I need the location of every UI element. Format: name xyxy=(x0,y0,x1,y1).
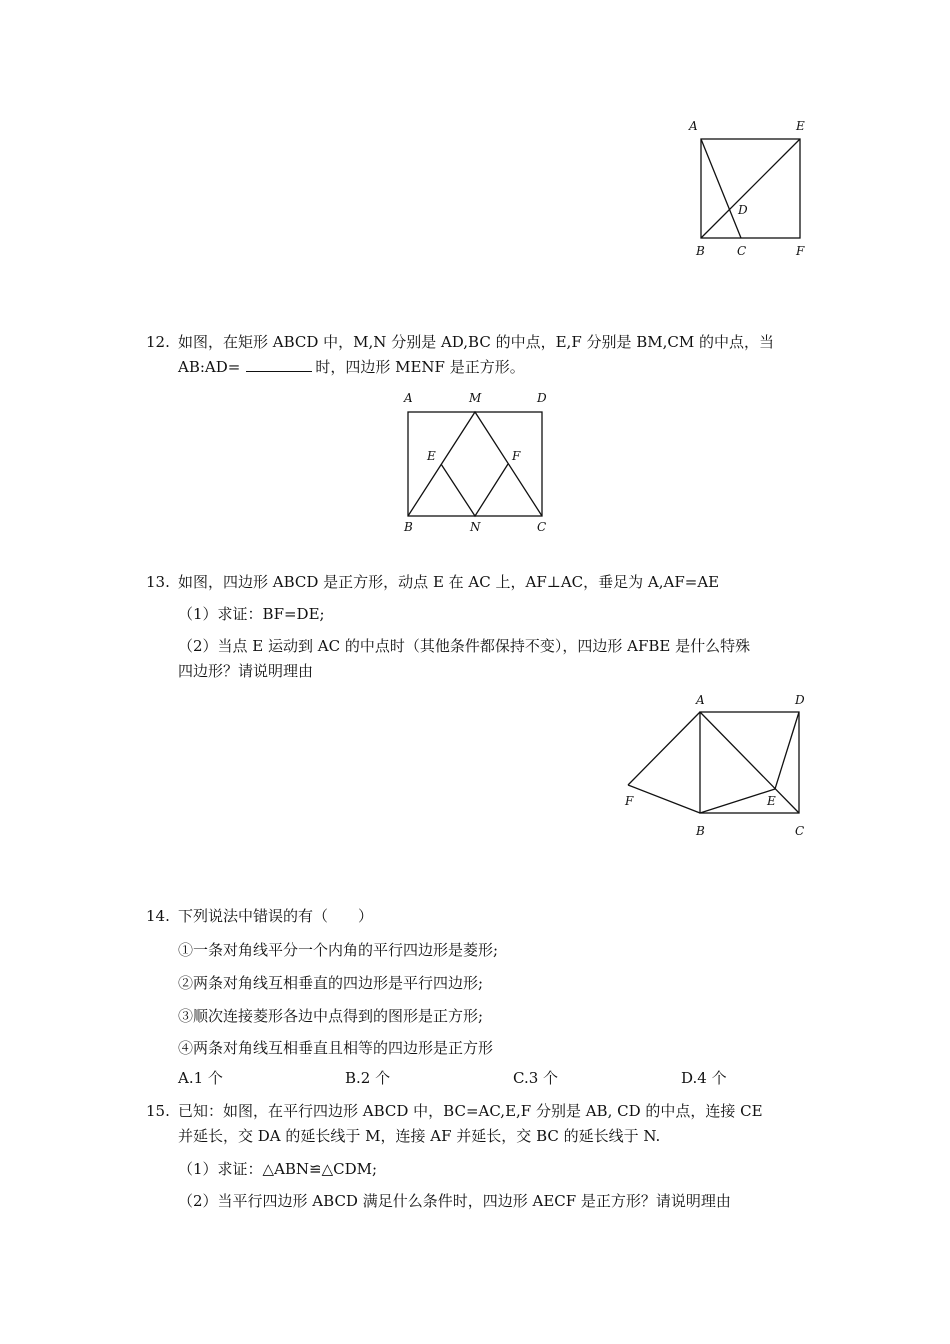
q14-option-d[interactable]: D.4 个 xyxy=(681,1069,727,1087)
label-n: N xyxy=(470,520,481,534)
q15-part1: （1）求证：△ABN≌△CDM; xyxy=(178,1160,378,1178)
q14-option-c[interactable]: C.3 个 xyxy=(513,1069,559,1087)
q14-stem: 下列说法中错误的有（ ） xyxy=(178,907,374,925)
rectangle-abcd xyxy=(408,412,542,516)
label-c: C xyxy=(537,520,547,534)
label-d: D xyxy=(795,693,805,707)
segments-en-nf xyxy=(441,464,508,516)
label-c: C xyxy=(795,824,805,838)
label-a: A xyxy=(404,391,413,405)
q13-text-line1: 如图，四边形 ABCD 是正方形，动点 E 在 AC 上，AF⊥AC，垂足为 A,AF=AE xyxy=(178,573,720,591)
label-c: C xyxy=(737,244,747,258)
segment-af xyxy=(628,712,700,785)
q14-statement-4: ④两条对角线互相垂直且相等的四边形是正方形 xyxy=(178,1039,494,1057)
q15-text-line1: 已知：如图，在平行四边形 ABCD 中，BC=AC,E,F 分别是 AB, CD 的中点，连接 CE xyxy=(178,1102,763,1120)
q15-number: 15. xyxy=(146,1102,170,1120)
label-m: M xyxy=(469,391,482,405)
figure-square-abef xyxy=(680,112,810,264)
q15-part2: （2）当平行四边形 ABCD 满足什么条件时，四边形 AECF 是正方形？请说明理由 xyxy=(178,1192,731,1210)
label-b: B xyxy=(404,520,413,534)
segment-fb xyxy=(628,785,700,813)
q14-option-b[interactable]: B.2 个 xyxy=(345,1069,391,1087)
label-f: F xyxy=(796,244,805,258)
diagonal-ac xyxy=(700,712,799,813)
q12-line2-suffix: 时，四边形 MENF 是正方形。 xyxy=(315,358,525,376)
label-f: F xyxy=(512,449,521,463)
q14-statement-2: ②两条对角线互相垂直的四边形是平行四边形; xyxy=(178,974,484,992)
label-f: F xyxy=(625,794,634,808)
q12-ratio-label: AB:AD= xyxy=(178,358,241,376)
label-d: D xyxy=(738,203,748,217)
segment-be xyxy=(700,789,775,813)
q13-part1: （1）求证：BF=DE; xyxy=(178,605,325,623)
q12-number: 12. xyxy=(146,333,170,351)
segments-bm-mc xyxy=(408,412,542,516)
segment-ac xyxy=(701,139,741,238)
label-d: D xyxy=(537,391,547,405)
segment-eb xyxy=(701,139,800,238)
q12-answer-blank[interactable] xyxy=(246,357,312,372)
q12-text-line1: 如图，在矩形 ABCD 中，M,N 分别是 AD,BC 的中点，E,F 分别是 BM,CM 的中点，当 xyxy=(178,333,775,351)
q14-statement-1: ①一条对角线平分一个内角的平行四边形是菱形; xyxy=(178,941,499,959)
label-a: A xyxy=(689,119,698,133)
q14-statement-3: ③顺次连接菱形各边中点得到的图形是正方形; xyxy=(178,1007,484,1025)
label-b: B xyxy=(696,824,705,838)
label-e: E xyxy=(427,449,436,463)
q13-number: 13. xyxy=(146,573,170,591)
label-e: E xyxy=(767,794,776,808)
label-a: A xyxy=(696,693,705,707)
q14-option-a[interactable]: A.1 个 xyxy=(178,1069,223,1087)
q14-number: 14. xyxy=(146,907,170,925)
q15-text-line2: 并延长，交 DA 的延长线于 M，连接 AF 并延长，交 BC 的延长线于 N. xyxy=(178,1127,661,1145)
label-e: E xyxy=(796,119,805,133)
q12-text-line2 xyxy=(178,357,525,377)
figure-square-afbe xyxy=(618,688,814,842)
q13-part2-line2: 四边形？请说明理由 xyxy=(178,662,314,680)
figure-rectangle-menf xyxy=(396,386,558,538)
q13-part2-line1: （2）当点 E 运动到 AC 的中点时（其他条件都保持不变），四边形 AFBE 是什么特殊 xyxy=(178,637,751,655)
segment-ed xyxy=(775,712,799,789)
label-b: B xyxy=(696,244,705,258)
